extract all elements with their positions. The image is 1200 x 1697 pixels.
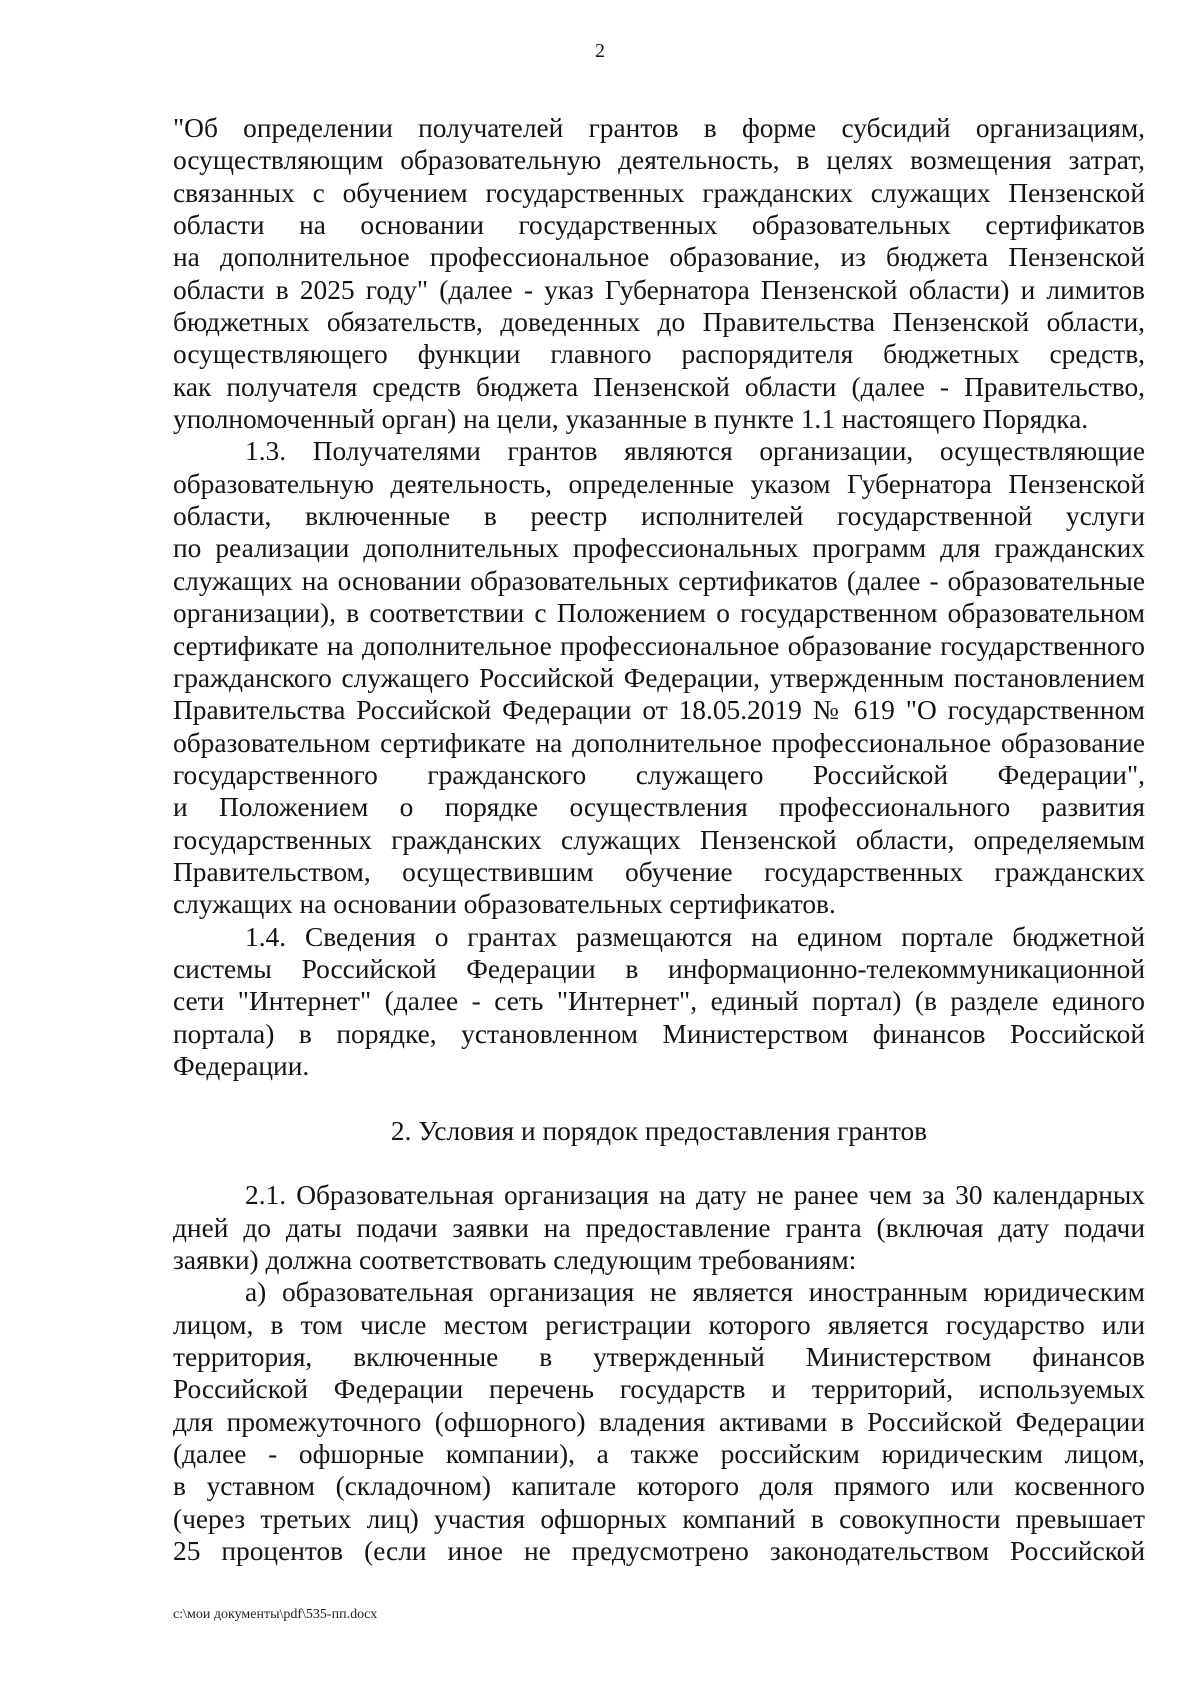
section-heading [173,1115,1145,1147]
text-line: области на основании государственных образовательных сертификатов [173,210,1145,241]
text-line: и Положением о порядке осуществления профессионального развития [173,792,1145,823]
text-line: 1.3. Получателями грантов являются организации, осуществляющие [245,436,1145,467]
page-number: 2 [595,40,605,62]
text-line: связанных с обучением государственных гражданских служащих Пензенской [173,177,1145,208]
text-line: образовательную деятельность, определенные указом Губернатора Пензенской [173,468,1145,499]
text-line: Российской Федерации перечень государств и территорий, используемых [173,1374,1145,1405]
paragraph [173,921,1145,1083]
paragraph [173,435,1145,920]
text-line: территория, включенные в утвержденный Министерством финансов [173,1342,1145,1373]
text-line: дней до даты подачи заявки на предоставление гранта (включая дату подачи [173,1212,1145,1243]
text-line: (через третьих лиц) участия офшорных компаний в совокупности превышает [173,1503,1145,1534]
text-line: области в 2025 году" (далее - указ Губернатора Пензенской области) и лимитов [173,274,1145,305]
text-line: области, включенные в реестр исполнителей государственной услуги [173,501,1145,532]
text-line: государственных гражданских служащих Пензенской области, определяемым [173,824,1145,855]
text-line: осуществляющим образовательную деятельность, в целях возмещения затрат, [173,145,1145,176]
text-line: сети "Интернет" (далее - сеть "Интернет", единый портал) (в разделе единого [173,986,1145,1017]
text-line: служащих на основании образовательных сертификатов (далее - образовательные [173,565,1145,596]
footer-file-path: c:\мои документы\pdf\535-пп.docx [173,1607,378,1622]
text-line: лицом, в том числе местом регистрации которого является государство или [173,1309,1145,1340]
text-line: 1.4. Сведения о грантах размещаются на едином портале бюджетной [245,921,1145,952]
text-line: системы Российской Федерации в информационно-телекоммуникационной [173,953,1145,984]
paragraph-spacer [173,1147,1145,1179]
text-line: 2. Условия и порядок предоставления грантов [390,1115,928,1146]
text-line: портала) в порядке, установленном Министерством финансов Российской [173,1018,1145,1049]
text-line: а) образовательная организация не является иностранным юридическим [245,1277,1145,1308]
text-line: заявки) должна соответствовать следующим требованиям: [173,1245,857,1276]
paragraph [173,1179,1145,1276]
text-line: на дополнительное профессиональное образование, из бюджета Пензенской [173,242,1145,273]
text-line: Правительства Российской Федерации от 18.05.2019 № 619 "О государственном [173,695,1145,726]
text-line: Правительством, осуществившим обучение государственных гражданских [173,856,1145,887]
text-line: по реализации дополнительных профессиональных программ для гражданских [173,533,1145,564]
text-line: "Об определении получателей грантов в форме субсидий организациям, [173,113,1145,143]
text-line: (далее - офшорные компании), а также российским юридическим лицом, [173,1439,1145,1470]
text-line: как получателя средств бюджета Пензенской области (далее - Правительство, [173,371,1145,402]
text-line: 25 процентов (если иное не предусмотрено законодательством Российской [173,1536,1145,1567]
text-line: в уставном (складочном) капитале которого доля прямого или косвенного [173,1471,1145,1502]
text-line: организации), в соответствии с Положением о государственном образовательном [173,598,1145,629]
text-line: Федерации. [173,1050,310,1081]
text-line: государственного гражданского служащего Российской Федерации", [173,759,1145,790]
text-line: служащих на основании образовательных сертификатов. [173,889,836,920]
text-line: гражданского служащего Российской Федерации, утвержденным постановлением [173,662,1145,693]
text-line: 2.1. Образовательная организация на дату не ранее чем за 30 календарных [245,1180,1145,1211]
text-line: осуществляющего функции главного распорядителя бюджетных средств, [173,339,1145,370]
paragraph [173,112,1145,435]
text-line: бюджетных обязательств, доведенных до Правительства Пензенской области, [173,307,1145,338]
text-line: сертификате на дополнительное профессиональное образование государственного [173,630,1145,661]
paragraph-spacer [173,1082,1145,1114]
document-body [173,112,1145,1567]
text-line: образовательном сертификате на дополнительное профессиональное образование [173,727,1145,758]
text-line: для промежуточного (офшорного) владения активами в Российской Федерации [173,1406,1145,1437]
paragraph [173,1276,1145,1567]
text-line: уполномоченный орган) на цели, указанные в пункте 1.1 настоящего Порядка. [173,404,1089,435]
